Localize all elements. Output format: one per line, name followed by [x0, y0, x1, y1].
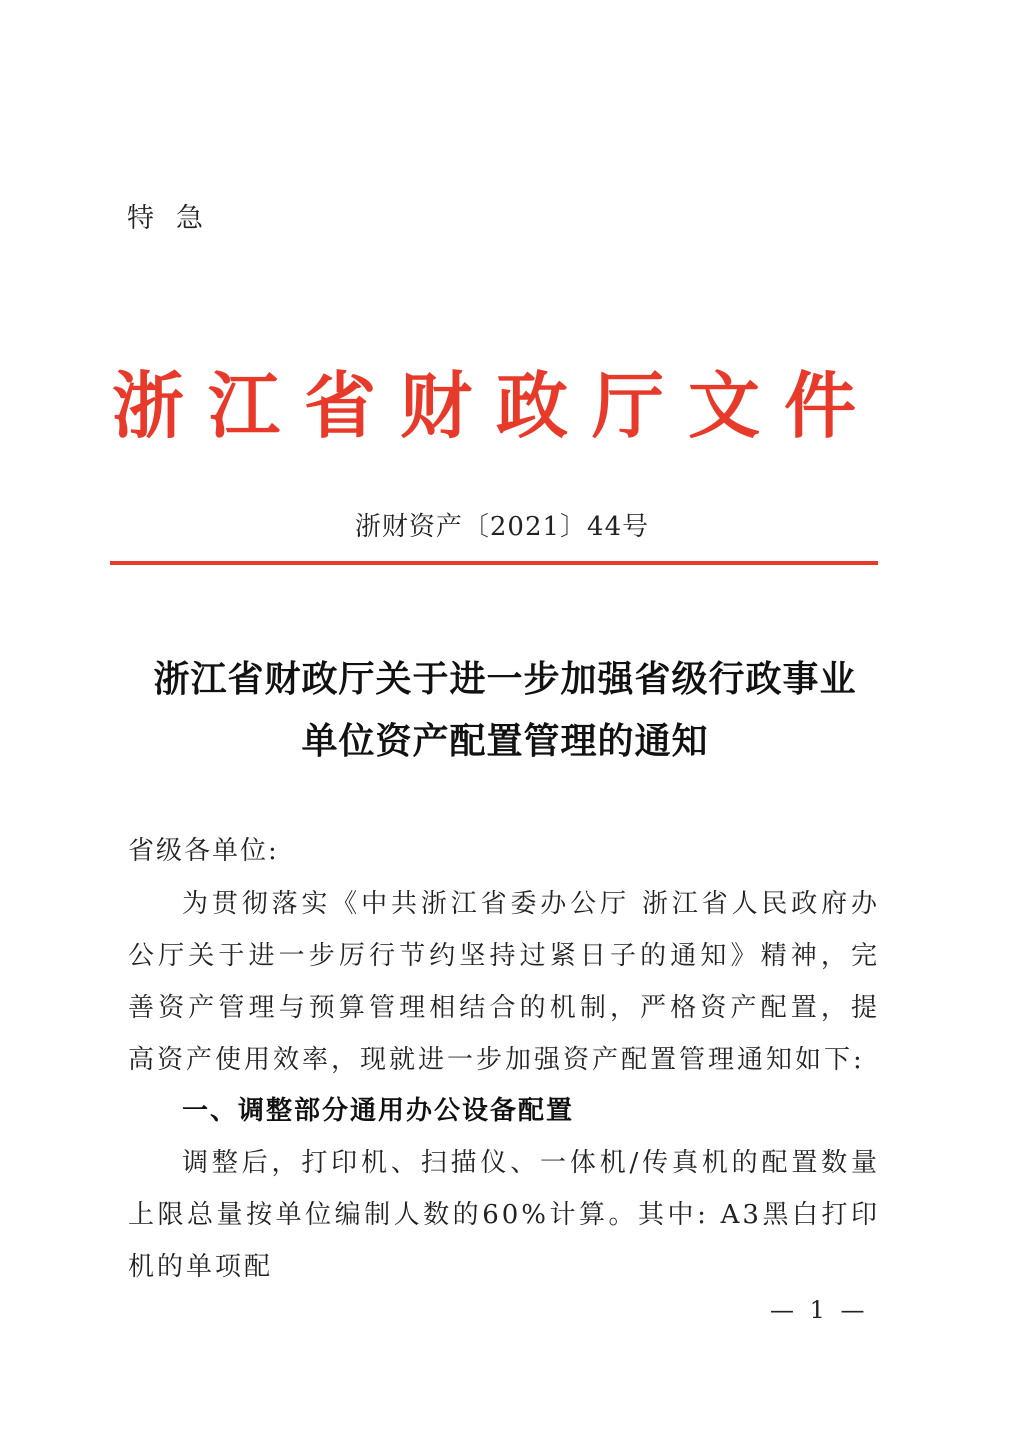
title-line-2: 单位资产配置管理的通知 — [301, 720, 709, 762]
body-paragraph-1: 为贯彻落实《中共浙江省委办公厅 浙江省人民政府办公厅关于进一步厉行节约坚持过紧日子的通知》精神，完善资产管理与预算管理相结合的机制，严格资产配置，提高资产使用效率，现就进一步加强资产配置管理通知如下: — [128, 889, 880, 1075]
title-line-1: 浙江省财政厅关于进一步加强省级行政事业 — [153, 658, 857, 700]
body-paragraph-2: 调整后，打印机、扫描仪、一体机/传真机的配置数量上限总量按单位编制人数的60%计算。其中: A3黑白打印机的单项配 — [128, 1148, 880, 1282]
document-number: 浙财资产〔2021〕44号 — [354, 512, 650, 542]
section-heading-1: 一、调整部分通用办公设备配置 — [182, 1096, 575, 1126]
page-number: — 1 — — [770, 1296, 869, 1324]
red-separator-line — [110, 561, 878, 565]
document-masthead: 浙江省财政厅文件 — [112, 363, 881, 448]
urgency-label: 特急 — [127, 203, 225, 234]
salutation: 省级各单位: — [128, 836, 279, 866]
document-title — [100, 648, 910, 772]
